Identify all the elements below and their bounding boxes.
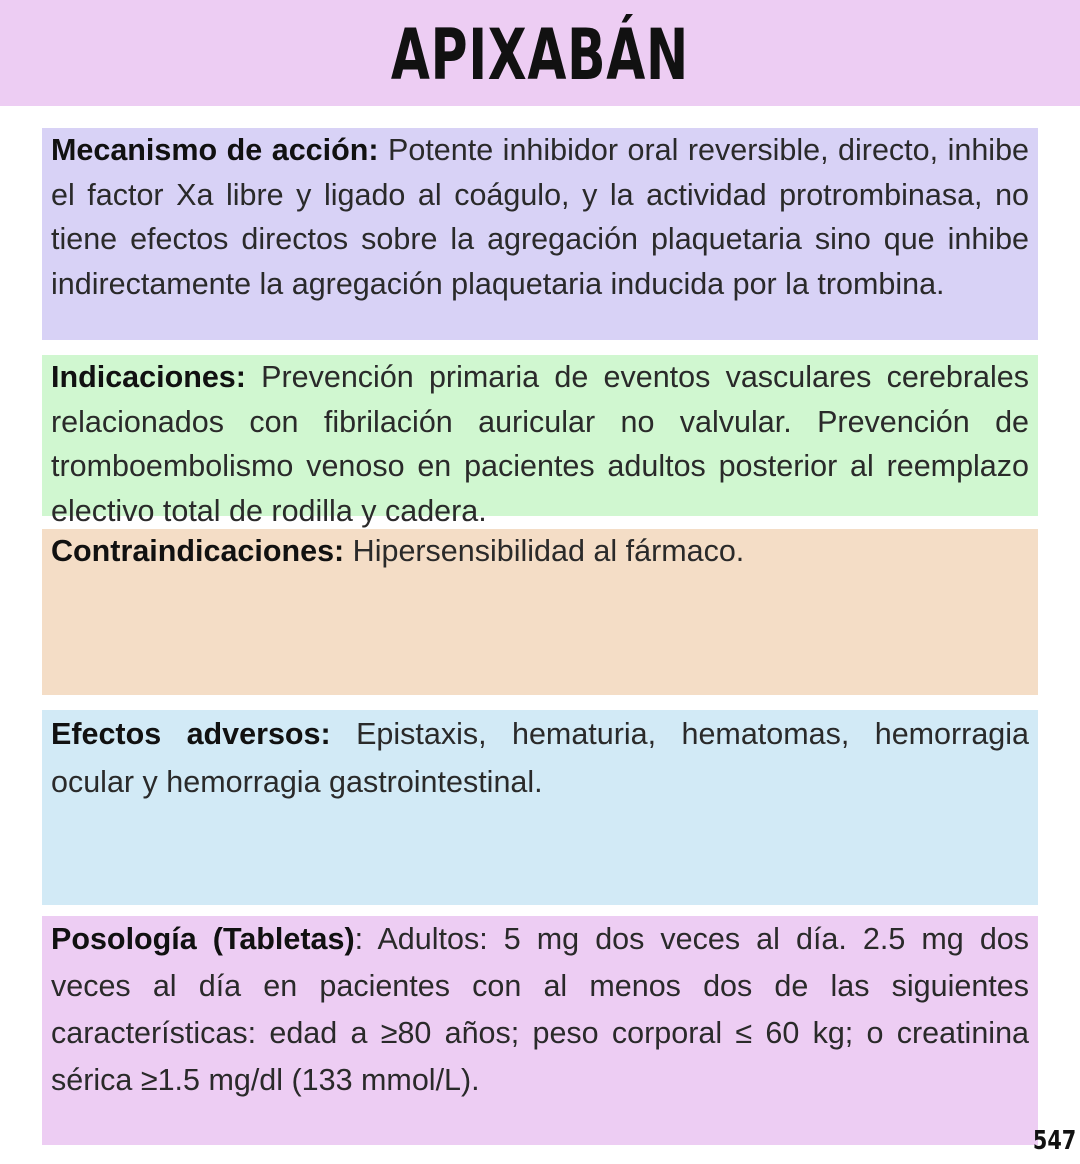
page-number: 547 [1032, 1126, 1076, 1156]
section-mecanismo [42, 128, 1038, 340]
section-label: Mecanismo de acción: [51, 133, 379, 167]
section-indicaciones [42, 355, 1038, 528]
section-text: : Adultos: 5 mg dos veces al día. 2.5 mg dos veces al día en pacientes con al menos dos de las siguientes características: edad a ≥80 años; peso corporal ≤ 60 kg; o creatinina sérica ≥1.5 mg/dl (133 mmol/L). [51, 922, 1029, 1097]
section-text: Hipersensibilidad al fármaco. [344, 534, 745, 568]
section-contraindicaciones [42, 529, 1038, 695]
section-text: Potente inhibidor oral reversible, directo, inhibe el factor Xa libre y ligado al coágulo, y la actividad protrombinasa, no tiene efectos directos sobre la agregación plaquetaria sino que inhibe indirectamente la agregación plaquetaria inducida por la trombina. [51, 133, 1029, 301]
section-label: Contraindicaciones: [51, 534, 345, 568]
section-label: Indicaciones: [51, 360, 246, 394]
section-text: Epistaxis, hematuria, hematomas, hemorragia ocular y hemorragia gastrointestinal. [51, 717, 1029, 799]
section-label: Posología (Tabletas) [51, 922, 355, 956]
page-title: APIXABÁN [391, 14, 689, 96]
section-posologia [42, 916, 1038, 1145]
section-label: Efectos adversos: [51, 717, 331, 751]
section-efectos-adversos [42, 710, 1038, 905]
title-banner [0, 0, 1080, 106]
section-text: Prevención primaria de eventos vasculares cerebrales relacionados con fibrilación auricular no valvular. Prevención de tromboembolismo venoso en pacientes adultos posterior al reemplazo electivo total de rodilla y cadera. [51, 360, 1029, 528]
